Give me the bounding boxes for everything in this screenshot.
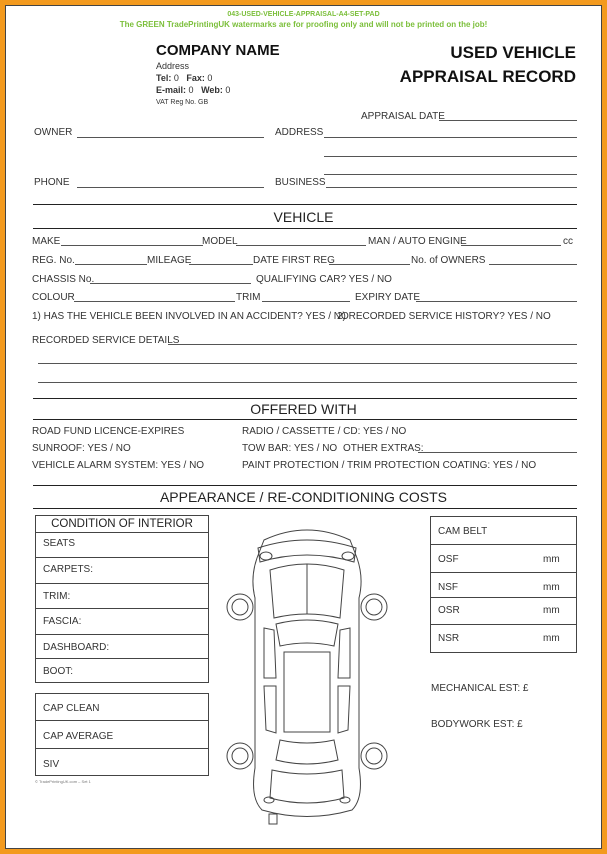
tyre-label: OSR: [438, 605, 460, 616]
right-tail-light: [340, 797, 350, 803]
cap-row-label: CAP AVERAGE: [43, 731, 114, 742]
first-reg-label: DATE FIRST REG: [253, 255, 335, 266]
fax-label: Fax:: [186, 73, 205, 83]
rear-window: [276, 740, 338, 764]
offered-divider-bottom: [33, 419, 577, 420]
alarm-option[interactable]: VEHICLE ALARM SYSTEM: YES / NO: [32, 460, 205, 471]
windscreen: [276, 620, 338, 646]
company-name: COMPANY NAME: [156, 42, 280, 59]
owner-label: OWNER: [34, 127, 73, 138]
interior-row-dashboard[interactable]: [36, 635, 208, 659]
paint-protection-option[interactable]: PAINT PROTECTION / TRIM PROTECTION COATING: YES / NO: [242, 460, 537, 471]
car-diagram[interactable]: [214, 518, 414, 833]
web-label: Web:: [201, 85, 223, 95]
cap-row-label: SIV: [43, 759, 60, 770]
front-right-wheel: [361, 594, 387, 620]
right-rear-window: [338, 686, 350, 733]
chassis-field[interactable]: [90, 283, 251, 284]
front-bumper: [258, 540, 356, 562]
tyre-label: NSF: [438, 582, 458, 593]
email-label: E-mail:: [156, 85, 187, 95]
tyre-unit: mm: [543, 582, 560, 593]
address-field-line2[interactable]: [324, 156, 577, 157]
chassis-label: CHASSIS No.: [32, 274, 95, 285]
mileage-label: MILEAGE: [147, 255, 192, 266]
address-field-line3[interactable]: [324, 174, 577, 175]
footer-small-print: © TradePrintingUK.com – Set 1: [35, 779, 91, 784]
business-field[interactable]: [326, 187, 577, 188]
address-field[interactable]: [324, 137, 577, 138]
accident-question[interactable]: 1) HAS THE VEHICLE BEEN INVOLVED IN AN ACCIDENT? YES / NO: [32, 311, 349, 322]
tyre-row-osr[interactable]: [431, 598, 576, 625]
interior-row-seats[interactable]: [36, 533, 208, 558]
cc-unit: cc: [563, 236, 573, 247]
interior-row-label: DASHBOARD:: [43, 642, 110, 653]
interior-row-boot[interactable]: [36, 659, 208, 683]
appearance-divider-top: [33, 485, 577, 486]
owners-field[interactable]: [489, 264, 577, 265]
form-page: [5, 5, 602, 849]
interior-row-trim[interactable]: [36, 584, 208, 609]
first-reg-field[interactable]: [329, 264, 410, 265]
fax-value: 0: [207, 73, 213, 83]
bodywork-est[interactable]: BODYWORK EST: £: [431, 719, 523, 730]
tyre-label: NSR: [438, 633, 460, 644]
service-details-line2[interactable]: [38, 363, 577, 364]
address-label: ADDRESS: [275, 127, 324, 138]
mileage-field[interactable]: [189, 264, 253, 265]
service-details-line3[interactable]: [38, 382, 577, 383]
interior-row-label: BOOT:: [43, 666, 74, 677]
sunroof-option[interactable]: SUNROOF: YES / NO: [32, 443, 131, 454]
tyre-row-osf[interactable]: [431, 545, 576, 573]
vat-reg: VAT Reg No. GB: [156, 99, 209, 106]
colour-label: COLOUR: [32, 292, 75, 303]
tyre-row-nsr[interactable]: [431, 625, 576, 653]
tyre-label: OSF: [438, 554, 459, 565]
tel-fax-line: [156, 73, 212, 83]
offered-divider-top: [33, 398, 577, 399]
model-field[interactable]: [236, 245, 366, 246]
offered-title: OFFERED WITH: [250, 401, 357, 417]
appraisal-date-field[interactable]: [439, 120, 577, 121]
front-right-wheel-hub: [366, 599, 382, 615]
email-value: 0: [188, 85, 194, 95]
radio-option[interactable]: RADIO / CASSETTE / CD: YES / NO: [242, 426, 407, 437]
right-headlight: [342, 552, 354, 560]
left-tail-light: [264, 797, 274, 803]
cap-row-label: CAP CLEAN: [43, 703, 100, 714]
make-field[interactable]: [61, 245, 203, 246]
vehicle-divider-bottom: [33, 228, 577, 229]
service-history-question[interactable]: 2) RECORDED SERVICE HISTORY? YES / NO: [337, 311, 551, 322]
qualifying-car[interactable]: QUALIFYING CAR? YES / NO: [256, 274, 392, 285]
vehicle-divider-top: [33, 204, 577, 205]
front-left-wheel: [227, 594, 253, 620]
interior-title: CONDITION OF INTERIOR: [36, 516, 208, 533]
left-rear-window: [264, 686, 276, 733]
form-title-line2: APPRAISAL RECORD: [399, 67, 576, 86]
roof-panel: [284, 652, 330, 732]
reg-field[interactable]: [75, 264, 147, 265]
interior-row-label: TRIM:: [43, 591, 71, 602]
tow-bar-option[interactable]: TOW BAR: YES / NO: [242, 443, 338, 454]
reg-label: REG. No.: [32, 255, 75, 266]
tyre-unit: mm: [543, 554, 560, 565]
front-left-wheel-hub: [232, 599, 248, 615]
make-label: MAKE: [32, 236, 61, 247]
appearance-divider-bottom: [33, 508, 577, 509]
phone-label: PHONE: [34, 177, 70, 188]
interior-row-label: SEATS: [43, 538, 76, 549]
appearance-title: APPEARANCE / RE-CONDITIONING COSTS: [159, 489, 448, 505]
interior-row-label: FASCIA:: [43, 616, 82, 627]
watermark-notice: The GREEN TradePrintingUK watermarks are for proofing only and will not be printed on the job!: [119, 20, 488, 29]
owners-label: No. of OWNERS: [411, 255, 486, 266]
model-label: MODEL: [202, 236, 238, 247]
trim-label: TRIM: [236, 292, 261, 303]
other-extras-label: OTHER EXTRAS:: [343, 443, 424, 454]
cap-row-average[interactable]: [36, 721, 208, 749]
tel-value: 0: [173, 73, 179, 83]
expiry-field[interactable]: [416, 301, 577, 302]
rear-left-wheel: [227, 743, 253, 769]
service-details-field[interactable]: [168, 344, 577, 345]
service-details-label: RECORDED SERVICE DETAILS: [32, 335, 180, 346]
appraisal-date-label: APPRAISAL DATE: [361, 111, 445, 122]
tyre-table: [430, 516, 577, 653]
exhaust: [269, 814, 277, 824]
rear-left-wheel-hub: [232, 748, 248, 764]
mechanical-est[interactable]: MECHANICAL EST: £: [431, 683, 529, 694]
left-front-window: [264, 628, 276, 678]
tyre-unit: mm: [543, 633, 560, 644]
tel-label: Tel:: [156, 73, 172, 83]
interior-condition-table: [35, 515, 209, 683]
rear-right-wheel-hub: [366, 748, 382, 764]
other-extras-field[interactable]: [418, 452, 577, 453]
tyre-row-nsf[interactable]: [431, 573, 576, 598]
company-address: Address: [156, 61, 190, 71]
left-headlight: [260, 552, 272, 560]
man-auto-engine-label: MAN / AUTO ENGINE: [368, 236, 467, 247]
interior-row-label: CARPETS:: [43, 564, 94, 575]
expiry-label: EXPIRY DATE: [355, 292, 421, 303]
email-web-line: [156, 85, 230, 95]
web-value: 0: [225, 85, 231, 95]
owner-field[interactable]: [77, 137, 264, 138]
vehicle-title: VEHICLE: [273, 209, 334, 225]
business-label: BUSINESS: [275, 177, 326, 188]
tyre-unit: mm: [543, 605, 560, 616]
interior-row-carpets[interactable]: [36, 558, 208, 584]
boot-lid: [270, 770, 344, 803]
cam-belt-label: CAM BELT: [438, 526, 488, 537]
form-title-line1: USED VEHICLE: [450, 43, 576, 62]
interior-row-fascia[interactable]: [36, 609, 208, 635]
trim-field[interactable]: [262, 301, 350, 302]
road-fund-label: ROAD FUND LICENCE-EXPIRES: [32, 426, 185, 437]
right-front-window: [338, 628, 350, 678]
phone-field[interactable]: [77, 187, 264, 188]
cap-row-siv[interactable]: [36, 749, 208, 776]
cam-belt-row[interactable]: [431, 517, 576, 545]
product-code: 043-USED-VEHICLE-APPRAISAL-A4-SET-PAD: [227, 11, 380, 18]
engine-field[interactable]: [461, 245, 561, 246]
cap-row-clean[interactable]: [36, 694, 208, 721]
cap-values-table: [35, 693, 209, 776]
colour-field[interactable]: [74, 301, 235, 302]
rear-right-wheel: [361, 743, 387, 769]
